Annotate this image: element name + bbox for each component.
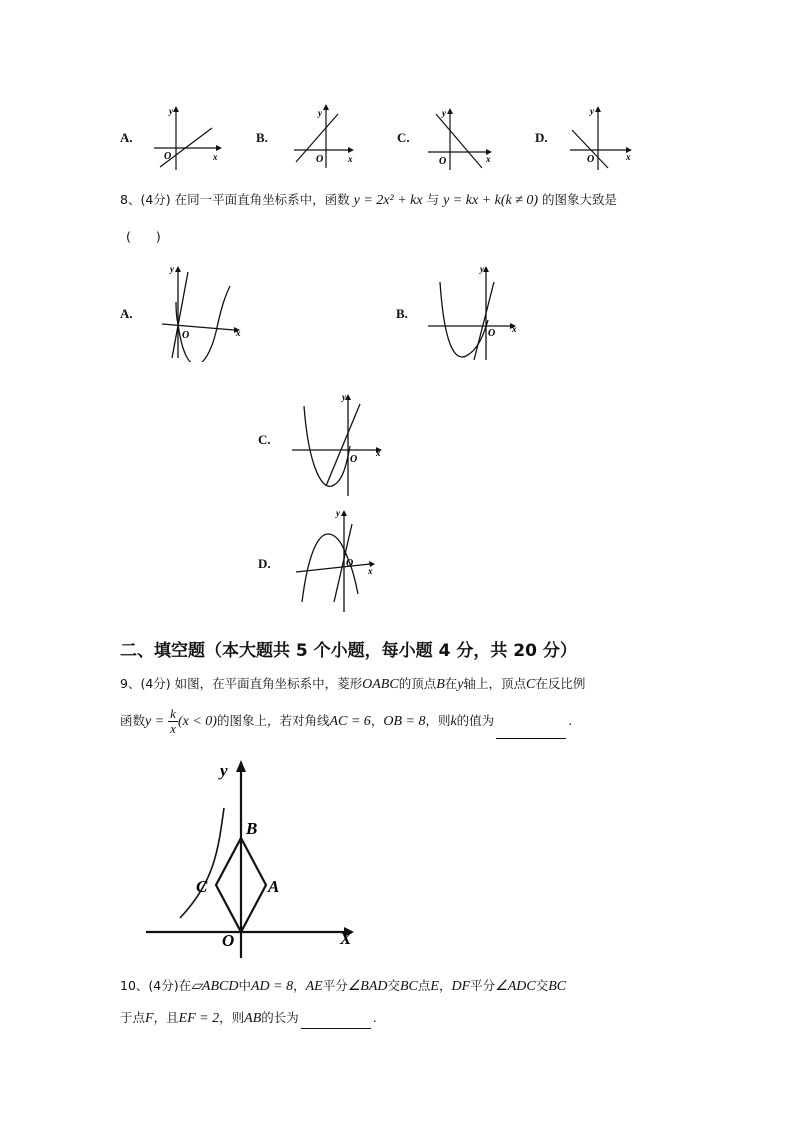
q8-function-1: y = 2x² + kx (353, 193, 423, 208)
q7d-y-label: y (590, 106, 594, 116)
q8-suffix: 的图象大致是 (542, 192, 618, 207)
q9-func-condition: (x < 0) (177, 714, 217, 729)
q9-k: k (450, 714, 457, 729)
q9-line1-prefix: 9、(4分) 如图，在平面直角坐标系中，菱形 (120, 676, 363, 691)
q7b-y-label: y (318, 108, 322, 118)
q10-line1-mid: 中 (238, 978, 251, 993)
q10-end: . (372, 1010, 377, 1025)
q9-comma: ， (370, 713, 384, 728)
q7-option-d-graph (566, 102, 646, 174)
q8-answer-paren: ( ) (126, 229, 161, 244)
q8d-origin-label: O (346, 558, 354, 569)
q9-end: . (568, 713, 573, 728)
q7-option-b-graph (288, 100, 368, 172)
q10-line1-prefix: 10、(4分)在 (120, 978, 192, 993)
q7b-origin-label: O (316, 154, 324, 165)
q8-mid: 与 (426, 192, 440, 207)
q7a-x-label: x (213, 152, 218, 162)
q9-rhombus: OABC (362, 677, 399, 692)
q9-fig-o-label: O (222, 931, 235, 950)
q8b-y-label: y (480, 264, 484, 274)
q8-prefix: 8、(4分) 在同一平面直角坐标系中，函数 (120, 192, 350, 207)
q10-inter1: 交 (387, 978, 400, 993)
q10-inter2: 交 (535, 978, 549, 993)
q8c-x-label: x (376, 448, 381, 458)
q10-parallelogram: ▱ABCD (191, 979, 239, 994)
q10-ad: AD = 8 (250, 979, 294, 994)
q8-option-d-graph (294, 504, 384, 616)
q7a-y-label: y (169, 106, 173, 116)
q10-line-2 (120, 1008, 377, 1029)
q8d-y-label: y (336, 508, 340, 518)
q10-line2-prefix: 于点 (120, 1010, 146, 1025)
q7c-origin-label: O (439, 156, 447, 167)
q9-line2-mid: 的图象上，若对角线 (216, 713, 330, 728)
q9-line1-mid: 的顶点 (398, 676, 437, 691)
q8c-y-label: y (342, 392, 346, 402)
q10-angle-bad: ∠BAD (347, 979, 388, 994)
q9-fraction (168, 707, 178, 736)
q9-line-1 (120, 674, 585, 695)
q7-option-d-label: D. (535, 130, 548, 145)
q7-option-a-graph (150, 104, 230, 174)
q9-line1-end: 在反比例 (535, 676, 586, 691)
q10-bisect2: 平分 (470, 978, 496, 993)
q7c-y-label: y (442, 108, 446, 118)
q8-option-b-label: B. (396, 306, 408, 321)
q7-option-b-label: B. (256, 130, 268, 145)
q9-point-c: C (526, 677, 536, 692)
q9-rhombus-figure (140, 752, 370, 962)
q9-fig-x-label: X (340, 929, 352, 948)
section-2-heading: 二、填空题（本大题共 5 个小题，每小题 4 分，共 20 分） (120, 641, 577, 661)
q10-c2: ， (438, 978, 452, 993)
q8c-origin-label: O (350, 454, 358, 465)
q8-question-line (120, 190, 617, 211)
q10-ab: AB (244, 1011, 262, 1026)
q9-fraction-denominator: x (170, 721, 176, 736)
q7-option-a-label: A. (120, 130, 133, 145)
q9-fig-b-label: B (246, 819, 258, 838)
q10-line-1 (120, 976, 566, 997)
q9-ob: OB = 8 (383, 714, 426, 729)
q9-line2-prefix: 函数 (120, 713, 146, 728)
q10-bc2: BC (548, 979, 567, 994)
q9-fraction-numerator: k (170, 706, 176, 721)
q8-option-b-graph (424, 262, 524, 362)
q8-option-c-graph (290, 390, 390, 500)
q10-f: F (145, 1011, 154, 1026)
q9-fig-a-label: A (268, 877, 280, 896)
q8d-x-label: x (368, 566, 373, 576)
q8-option-d-label: D. (258, 556, 271, 571)
q9-fig-c-label: C (196, 877, 208, 896)
q8-option-c-label: C. (258, 432, 271, 447)
q10-bisect1: 平分 (322, 978, 348, 993)
q10-ae: AE (305, 979, 323, 994)
q9-func-y: y = (145, 714, 165, 729)
q10-bc1: BC (400, 979, 418, 994)
q7b-x-label: x (348, 154, 353, 164)
q10-c4: ，则 (219, 1010, 245, 1025)
q8a-y-label: y (170, 264, 174, 274)
q9-fig-y-label: y (220, 761, 228, 780)
q10-c1: ， (293, 978, 306, 993)
q7d-x-label: x (626, 152, 631, 162)
q10-df: DF (451, 979, 471, 994)
q8b-origin-label: O (488, 328, 496, 339)
q9-line1-mid2: 在 (444, 676, 458, 691)
q10-answer-blank[interactable] (301, 1014, 371, 1029)
q7-option-c-label: C. (397, 130, 410, 145)
q10-ef: EF = 2 (178, 1011, 220, 1026)
q8a-origin-label: O (182, 330, 190, 341)
q9-line-2 (120, 704, 572, 739)
q8-option-a-label: A. (120, 306, 133, 321)
q9-point-b: B (436, 677, 445, 692)
q10-pt1: 点 (417, 978, 431, 993)
q7d-origin-label: O (587, 154, 595, 165)
q10-e: E (430, 979, 439, 994)
q9-line2-suffix: 的值为 (456, 713, 495, 728)
q8b-x-label: x (512, 324, 517, 334)
q10-c3: ，且 (153, 1010, 179, 1025)
q7a-origin-label: O (164, 151, 172, 162)
q7c-x-label: x (486, 154, 491, 164)
q8-function-2: y = kx + k(k ≠ 0) (443, 193, 539, 208)
q9-answer-blank[interactable] (496, 724, 566, 739)
q9-line2-mid2: ，则 (425, 713, 451, 728)
q10-line2-suffix: 的长为 (261, 1010, 299, 1025)
q9-line1-suffix: 轴上，顶点 (463, 676, 527, 691)
q10-angle-adc: ∠ADC (495, 979, 536, 994)
q9-ac: AC = 6 (329, 714, 371, 729)
q8a-x-label: x (236, 328, 241, 338)
q9-yaxis: y (457, 677, 464, 692)
q7-option-c-graph (424, 104, 504, 174)
q8-option-a-graph (158, 262, 248, 362)
